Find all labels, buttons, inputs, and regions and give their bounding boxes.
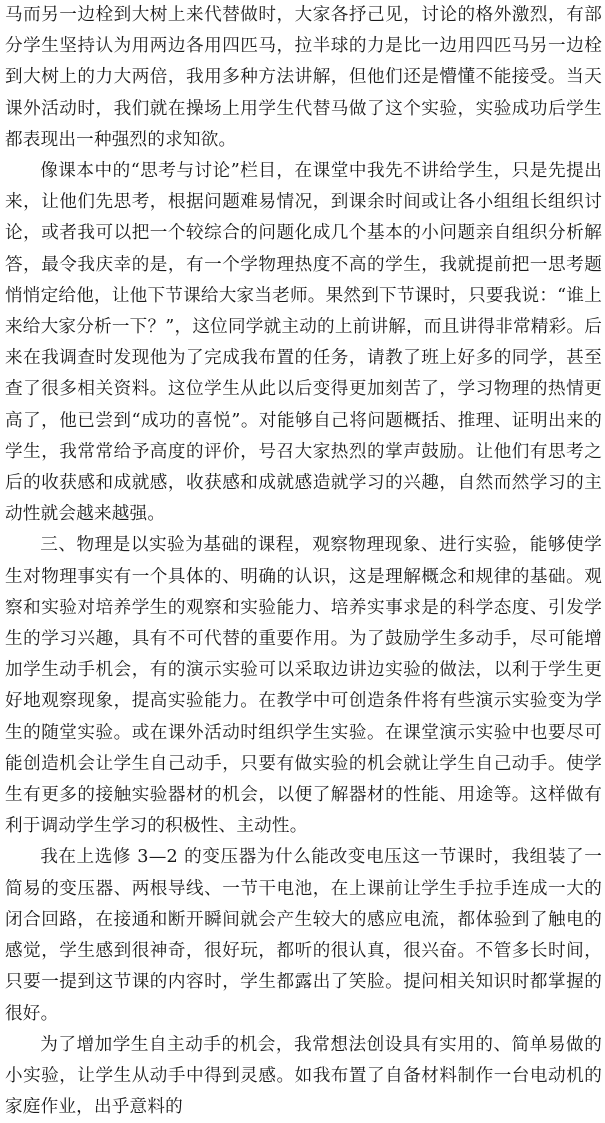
- paragraph-3: 三、物理是以实验为基础的课程，观察物理现象、进行实验，能够使学生对物理事实有一个具体的、明确的认识，这是理解概念和规律的基础。观察和实验对培养学生的观察和实验能力、培养实事求是的科学态度、引发学生的学习兴趣，具有不可代替的重要作用。为了鼓励学生多动手，尽可能增加学生动手机会，有的演示实验可以采取边讲边实验的做法，以利于学生更好地观察现象，提高实验能力。在教学中可创造条件将有些演示实验变为学生的随堂实验。或在课外活动时组织学生实验。在课堂演示实验中也要尽可能创造机会让学生自己动手，只要有做实验的机会就让学生自己动手。使学生有更多的接触实验器材的机会，以便了解器材的性能、用途等。这样做有利于调动学生学习的积极性、主动性。: [5, 535, 602, 837]
- paragraph-1: 马而另一边栓到大树上来代替做时，大家各抒己见，讨论的格外激烈，有部分学生坚持认为用两边各用四匹马，拉半球的力是比一边用四匹马另一边栓到大树上的力大两倍，我用多种方法讲解，但他们还是懵懂不能接受。当天课外活动时，我们就在操场上用学生代替马做了这个实验，实验成功后学生都表现出一种强烈的求知欲。: [5, 5, 602, 150]
- paragraph-2: 像课本中的“思考与讨论”栏目，在课堂中我先不讲给学生，只是先提出来，让他们先思考，根据问题难易情况，到课余时间或让各小组组长组织讨论，或者我可以把一个较综合的问题化成几个基本的小问题亲自组织分析解答，最令我庆幸的是，有一个学物理热度不高的学生，我就提前把一思考题悄悄定给他，让他下节课给大家当老师。果然到下节课时，只要我说：“谁上来给大家分析一下？”，这位同学就主动的上前讲解，而且讲得非常精彩。后来在我调查时发现他为了完成我布置的任务，请教了班上好多的同学，甚至查了很多相关资料。这位学生从此以后变得更加刻苦了，学习物理的热情更高了，他已尝到“成功的喜悦”。对能够自己将问题概括、推理、证明出来的学生，我常常给予高度的评价，号召大家热烈的掌声鼓励。让他们有思考之后的收获感和成就感，收获感和成就感造就学习的兴趣，自然而然学习的主动性就会越来越强。: [5, 161, 602, 525]
- paragraph-5: 为了增加学生自主动手的机会，我常想法创设具有实用的、简单易做的小实验，让学生从动手中得到灵感。如我布置了自备材料制作一台电动机的家庭作业，出乎意料的: [5, 1034, 602, 1118]
- paragraph-4: 我在上选修 3—2 的变压器为什么能改变电压这一节课时，我组装了一简易的变压器、两根导线、一节干电池，在上课前让学生手拉手连成一大的闭合回路，在接通和断开瞬间就会产生较大的感应电流，都体验到了触电的感觉，学生感到很神奇，很好玩，都听的很认真，很兴奋。不管多长时间，只要一提到这节课的内容时，学生都露出了笑脸。提问相关知识时都掌握的很好。: [5, 847, 602, 1024]
